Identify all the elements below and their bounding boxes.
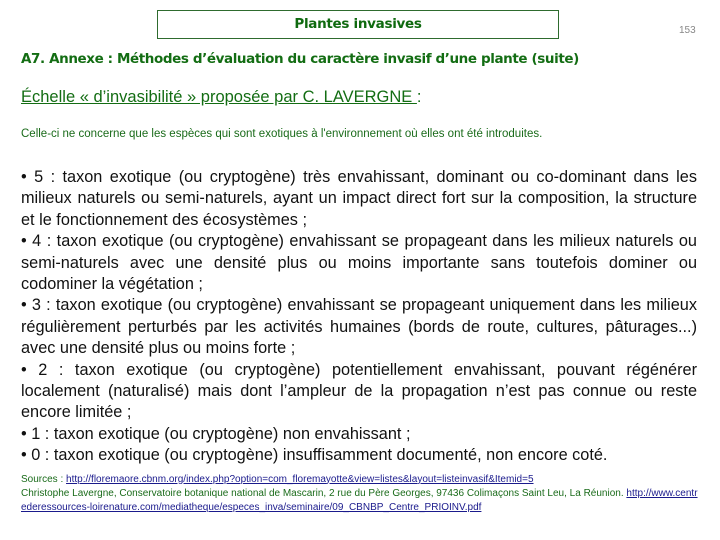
list-item-3: • 3 : taxon exotique (ou cryptogène) envahissant se propageant uniquement dans les milieux régulièrement perturbés par les activités humaines (bords de route, cultures, pâturages...) avec une densité plus ou moins forte ; (21, 296, 697, 358)
page-number: 153 (679, 25, 696, 36)
sources (21, 473, 701, 515)
header-title: Plantes invasives (157, 10, 559, 39)
scale-list (21, 167, 697, 467)
list-item-4: • 4 : taxon exotique (ou cryptogène) envahissant se propageant dans les milieux naturels ou semi-naturels avec une densité plus ou moins importante sans toutefois dominer ou codominer la végétation ; (21, 232, 697, 294)
section-heading: A7. Annexe : Méthodes d’évaluation du caractère invasif d’une plante (suite) (21, 51, 579, 67)
sources-text: Christophe Lavergne, Conservatoire botanique national de Mascarin, 2 rue du Père Georges, 97436 Colimaçons Saint Leu, La Réunion. (21, 487, 627, 499)
subheading-suffix: : (416, 88, 422, 106)
list-item-1: • 1 : taxon exotique (ou cryptogène) non envahissant ; (21, 424, 411, 443)
intro-text: Celle-ci ne concerne que les espèces qui sont exotiques à l'environnement où elles ont été introduites. (21, 128, 543, 140)
list-item-0: • 0 : taxon exotique (ou cryptogène) insuffisamment documenté, non encore coté. (21, 446, 608, 465)
source-link-pdf[interactable]: http://www.centrederessources-loirenature.com/mediatheque/especes_inva/seminaire/09_CBNBP_Centre_PRIOINV.pdf (21, 487, 698, 513)
source-link-floremaore[interactable]: http://floremaore.cbnm.org/index.php?option=com_floremayotte&view=listes&layout=listeinvasif&Itemid=5 (66, 473, 534, 485)
page-top (21, 10, 701, 39)
subheading (21, 87, 701, 107)
list-item-5: • 5 : taxon exotique (ou cryptogène) très envahissant, dominant ou co-dominant dans les milieux naturels ou semi-naturels, ayant un impact direct fort sur la composition, la structure et le fonctionnement des écosystèmes ; (21, 168, 697, 229)
sources-label: Sources : (21, 473, 67, 485)
subheading-underlined: Échelle « d’invasibilité » proposée par C. LAVERGNE (21, 88, 417, 106)
list-item-2: • 2 : taxon exotique (ou cryptogène) potentiellement envahissant, pouvant régénérer localement (naturalisé) mais dont l’ampleur de la propagation n’est pas connue ou reste encore limitée ; (21, 360, 697, 422)
